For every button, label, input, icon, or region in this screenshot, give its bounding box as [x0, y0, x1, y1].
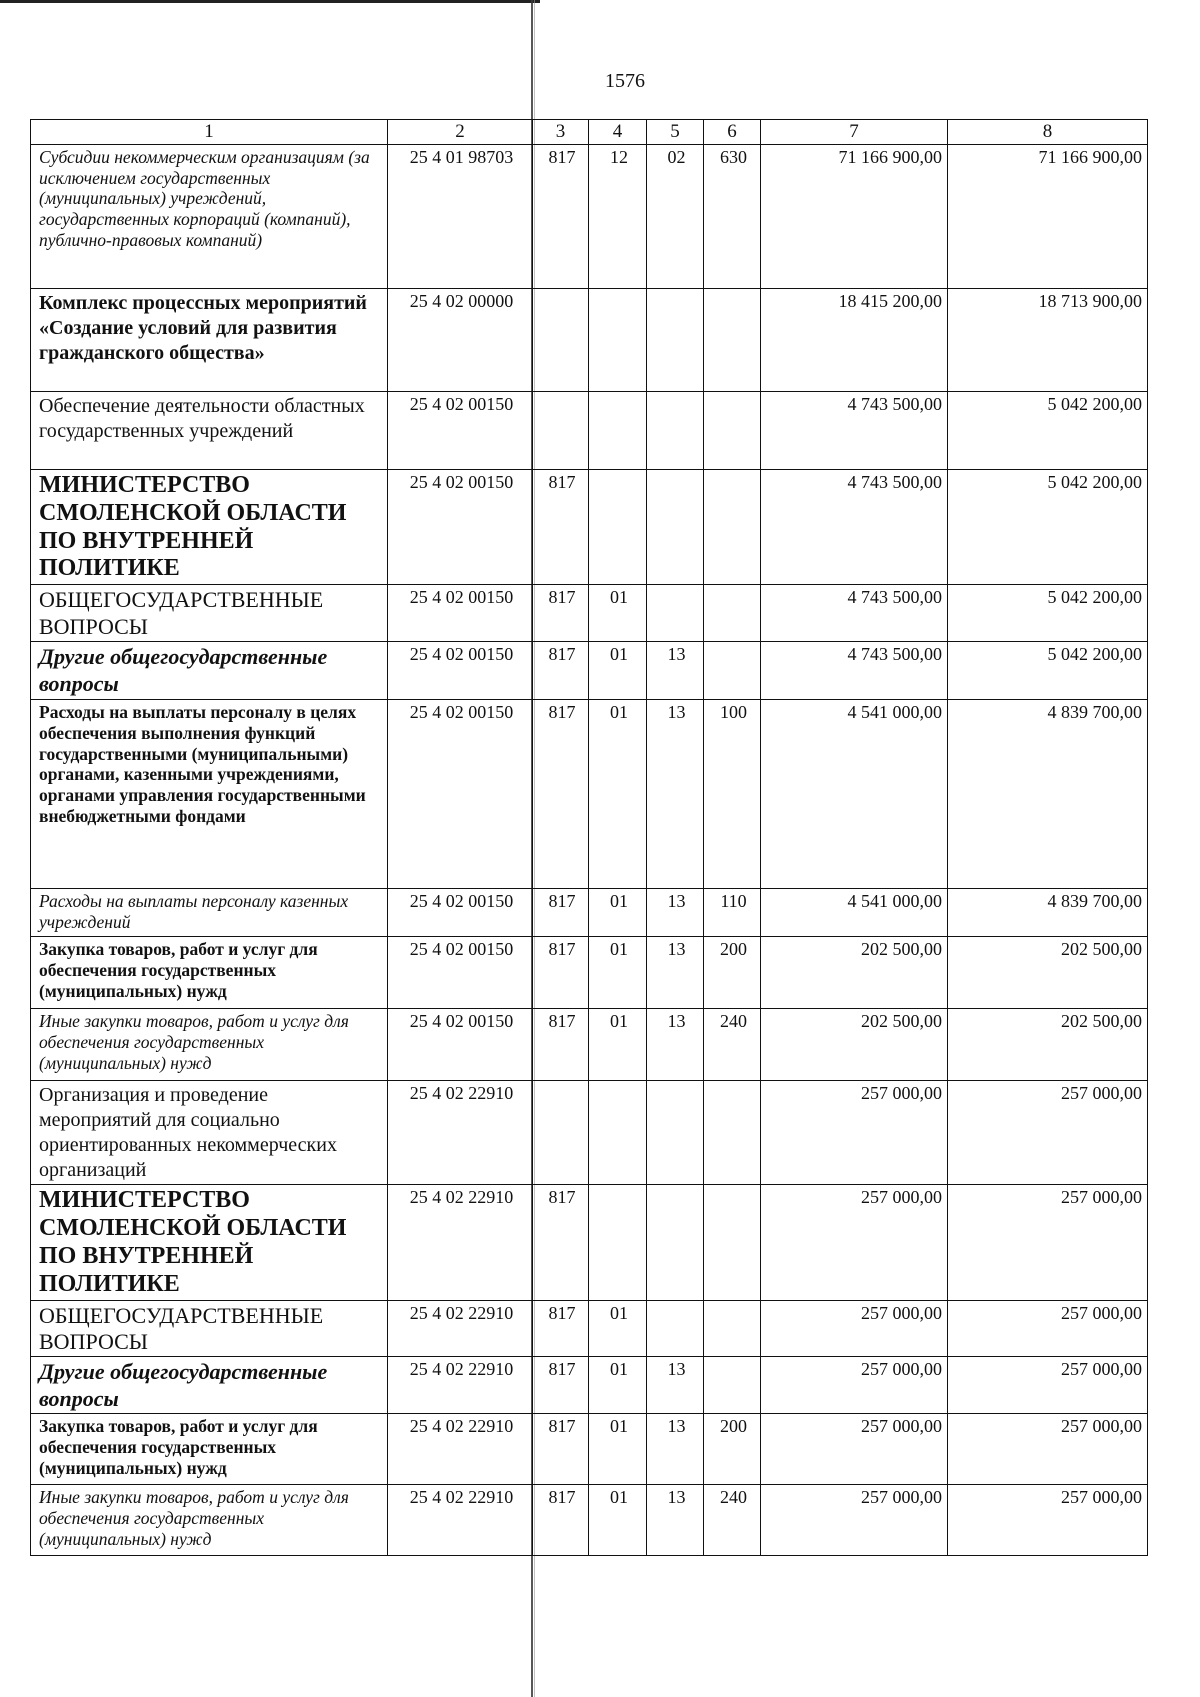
cell-section: 01	[589, 1300, 647, 1357]
cell-name: Другие общегосударственные вопросы	[31, 1357, 388, 1414]
header-col-3: 3	[533, 120, 589, 145]
cell-expense-type	[704, 642, 761, 700]
cell-subsection: 02	[647, 145, 704, 289]
cell-amount-year-1: 257 000,00	[761, 1300, 948, 1357]
cell-amount-year-2: 4 839 700,00	[948, 889, 1148, 937]
cell-expense-type	[704, 585, 761, 642]
cell-gp	[533, 1081, 589, 1185]
cell-amount-year-1: 202 500,00	[761, 937, 948, 1009]
cell-expense-type	[704, 1081, 761, 1185]
cell-subsection: 13	[647, 642, 704, 700]
cell-amount-year-2: 257 000,00	[948, 1300, 1148, 1357]
cell-section: 01	[589, 1009, 647, 1081]
cell-expense-type	[704, 392, 761, 470]
table-row	[31, 1485, 1148, 1556]
cell-subsection	[647, 1081, 704, 1185]
table-row	[31, 700, 1148, 889]
cell-section: 01	[589, 889, 647, 937]
cell-amount-year-2: 257 000,00	[948, 1485, 1148, 1556]
cell-subsection	[647, 1185, 704, 1300]
cell-amount-year-1: 257 000,00	[761, 1081, 948, 1185]
cell-name: МИНИСТЕРСТВО СМОЛЕНСКОЙ ОБЛАСТИ ПО ВНУТРЕННЕЙ ПОЛИТИКЕ	[31, 470, 388, 585]
cell-amount-year-1: 257 000,00	[761, 1185, 948, 1300]
table-row	[31, 145, 1148, 289]
header-col-1: 1	[31, 120, 388, 145]
cell-name: Расходы на выплаты персоналу казенных учреждений	[31, 889, 388, 937]
scan-edge-line	[0, 0, 540, 3]
cell-section	[589, 289, 647, 392]
cell-gp: 817	[533, 1485, 589, 1556]
cell-section: 01	[589, 585, 647, 642]
cell-expense-type: 110	[704, 889, 761, 937]
cell-subsection: 13	[647, 889, 704, 937]
table-row	[31, 392, 1148, 470]
cell-section: 01	[589, 1414, 647, 1485]
table-row	[31, 1185, 1148, 1300]
cell-name: Обеспечение деятельности областных государственных учреждений	[31, 392, 388, 470]
cell-target-code: 25 4 02 22910	[388, 1300, 533, 1357]
cell-subsection: 13	[647, 1009, 704, 1081]
table-row	[31, 1081, 1148, 1185]
cell-target-code: 25 4 02 00150	[388, 1009, 533, 1081]
table-body	[31, 145, 1148, 1556]
cell-subsection	[647, 392, 704, 470]
cell-expense-type	[704, 470, 761, 585]
cell-section: 01	[589, 700, 647, 889]
cell-gp: 817	[533, 1357, 589, 1414]
cell-target-code: 25 4 02 00150	[388, 937, 533, 1009]
cell-gp: 817	[533, 145, 589, 289]
cell-section: 01	[589, 1485, 647, 1556]
budget-table	[30, 119, 1148, 1556]
cell-name: Расходы на выплаты персоналу в целях обеспечения выполнения функций государственными (муниципальными) органами, казенными учреждениями, органами управления государственными внебюджетными фондами	[31, 700, 388, 889]
cell-section	[589, 470, 647, 585]
cell-amount-year-2: 257 000,00	[948, 1081, 1148, 1185]
header-col-4: 4	[589, 120, 647, 145]
cell-name: Субсидии некоммерческим организациям (за исключением государственных (муниципальных) учреждений, государственных корпораций (компаний), публично-правовых компаний)	[31, 145, 388, 289]
table-row	[31, 470, 1148, 585]
cell-expense-type: 100	[704, 700, 761, 889]
header-col-7: 7	[761, 120, 948, 145]
cell-amount-year-2: 257 000,00	[948, 1185, 1148, 1300]
cell-expense-type	[704, 1300, 761, 1357]
cell-expense-type: 200	[704, 937, 761, 1009]
header-col-2: 2	[388, 120, 533, 145]
table-row	[31, 1414, 1148, 1485]
cell-section: 01	[589, 937, 647, 1009]
cell-target-code: 25 4 02 00150	[388, 700, 533, 889]
cell-name: ОБЩЕГОСУДАРСТВЕННЫЕ ВОПРОСЫ	[31, 1300, 388, 1357]
cell-target-code: 25 4 02 00150	[388, 585, 533, 642]
cell-target-code: 25 4 01 98703	[388, 145, 533, 289]
cell-subsection: 13	[647, 1485, 704, 1556]
cell-section	[589, 1185, 647, 1300]
cell-gp: 817	[533, 1009, 589, 1081]
cell-subsection: 13	[647, 1414, 704, 1485]
cell-section: 01	[589, 1357, 647, 1414]
cell-expense-type	[704, 1185, 761, 1300]
cell-gp: 817	[533, 937, 589, 1009]
cell-gp: 817	[533, 470, 589, 585]
cell-name: Иные закупки товаров, работ и услуг для обеспечения государственных (муниципальных) нужд	[31, 1485, 388, 1556]
table-row	[31, 1300, 1148, 1357]
cell-gp: 817	[533, 1185, 589, 1300]
header-col-8: 8	[948, 120, 1148, 145]
cell-expense-type: 200	[704, 1414, 761, 1485]
cell-section: 12	[589, 145, 647, 289]
cell-amount-year-2: 18 713 900,00	[948, 289, 1148, 392]
cell-amount-year-1: 257 000,00	[761, 1357, 948, 1414]
cell-gp: 817	[533, 585, 589, 642]
table-row	[31, 289, 1148, 392]
cell-amount-year-1: 4 743 500,00	[761, 470, 948, 585]
cell-gp: 817	[533, 1414, 589, 1485]
cell-section: 01	[589, 642, 647, 700]
cell-name: Иные закупки товаров, работ и услуг для обеспечения государственных (муниципальных) нужд	[31, 1009, 388, 1081]
page-number: 1576	[605, 70, 645, 92]
cell-gp: 817	[533, 1300, 589, 1357]
cell-amount-year-1: 4 743 500,00	[761, 585, 948, 642]
cell-amount-year-2: 257 000,00	[948, 1414, 1148, 1485]
cell-name: ОБЩЕГОСУДАРСТВЕННЫЕ ВОПРОСЫ	[31, 585, 388, 642]
cell-name: Организация и проведение мероприятий для социально ориентированных некоммерческих организаций	[31, 1081, 388, 1185]
cell-amount-year-1: 4 541 000,00	[761, 700, 948, 889]
table-row	[31, 1357, 1148, 1414]
cell-gp: 817	[533, 889, 589, 937]
cell-target-code: 25 4 02 22910	[388, 1357, 533, 1414]
cell-subsection	[647, 470, 704, 585]
cell-gp	[533, 289, 589, 392]
table-header-row	[31, 120, 1148, 145]
cell-expense-type	[704, 289, 761, 392]
cell-gp: 817	[533, 642, 589, 700]
cell-amount-year-2: 71 166 900,00	[948, 145, 1148, 289]
cell-amount-year-2: 202 500,00	[948, 1009, 1148, 1081]
header-col-6: 6	[704, 120, 761, 145]
cell-target-code: 25 4 02 22910	[388, 1414, 533, 1485]
cell-amount-year-1: 4 743 500,00	[761, 392, 948, 470]
cell-subsection: 13	[647, 937, 704, 1009]
cell-expense-type: 240	[704, 1485, 761, 1556]
cell-target-code: 25 4 02 22910	[388, 1081, 533, 1185]
cell-amount-year-1: 257 000,00	[761, 1414, 948, 1485]
cell-target-code: 25 4 02 00150	[388, 889, 533, 937]
cell-expense-type: 240	[704, 1009, 761, 1081]
cell-target-code: 25 4 02 00150	[388, 642, 533, 700]
cell-target-code: 25 4 02 00150	[388, 392, 533, 470]
cell-name: Другие общегосударственные вопросы	[31, 642, 388, 700]
cell-amount-year-1: 71 166 900,00	[761, 145, 948, 289]
cell-amount-year-2: 5 042 200,00	[948, 585, 1148, 642]
header-col-5: 5	[647, 120, 704, 145]
cell-name: Закупка товаров, работ и услуг для обеспечения государственных (муниципальных) нужд	[31, 937, 388, 1009]
cell-subsection: 13	[647, 1357, 704, 1414]
cell-target-code: 25 4 02 00000	[388, 289, 533, 392]
cell-target-code: 25 4 02 22910	[388, 1485, 533, 1556]
cell-target-code: 25 4 02 00150	[388, 470, 533, 585]
cell-amount-year-2: 257 000,00	[948, 1357, 1148, 1414]
cell-amount-year-2: 202 500,00	[948, 937, 1148, 1009]
cell-section	[589, 1081, 647, 1185]
cell-amount-year-2: 5 042 200,00	[948, 470, 1148, 585]
cell-amount-year-2: 5 042 200,00	[948, 642, 1148, 700]
table-row	[31, 585, 1148, 642]
cell-subsection	[647, 289, 704, 392]
cell-expense-type: 630	[704, 145, 761, 289]
cell-amount-year-1: 4 743 500,00	[761, 642, 948, 700]
cell-amount-year-1: 202 500,00	[761, 1009, 948, 1081]
cell-target-code: 25 4 02 22910	[388, 1185, 533, 1300]
table-row	[31, 889, 1148, 937]
table-row	[31, 937, 1148, 1009]
cell-amount-year-1: 18 415 200,00	[761, 289, 948, 392]
cell-gp	[533, 392, 589, 470]
cell-section	[589, 392, 647, 470]
table-row	[31, 642, 1148, 700]
table-row	[31, 1009, 1148, 1081]
cell-subsection: 13	[647, 700, 704, 889]
cell-amount-year-2: 4 839 700,00	[948, 700, 1148, 889]
cell-gp: 817	[533, 700, 589, 889]
cell-amount-year-1: 257 000,00	[761, 1485, 948, 1556]
cell-amount-year-2: 5 042 200,00	[948, 392, 1148, 470]
cell-name: Закупка товаров, работ и услуг для обеспечения государственных (муниципальных) нужд	[31, 1414, 388, 1485]
cell-amount-year-1: 4 541 000,00	[761, 889, 948, 937]
cell-expense-type	[704, 1357, 761, 1414]
cell-subsection	[647, 1300, 704, 1357]
cell-name: Комплекс процессных мероприятий «Создание условий для развития гражданского общества»	[31, 289, 388, 392]
cell-name: МИНИСТЕРСТВО СМОЛЕНСКОЙ ОБЛАСТИ ПО ВНУТРЕННЕЙ ПОЛИТИКЕ	[31, 1185, 388, 1300]
cell-subsection	[647, 585, 704, 642]
